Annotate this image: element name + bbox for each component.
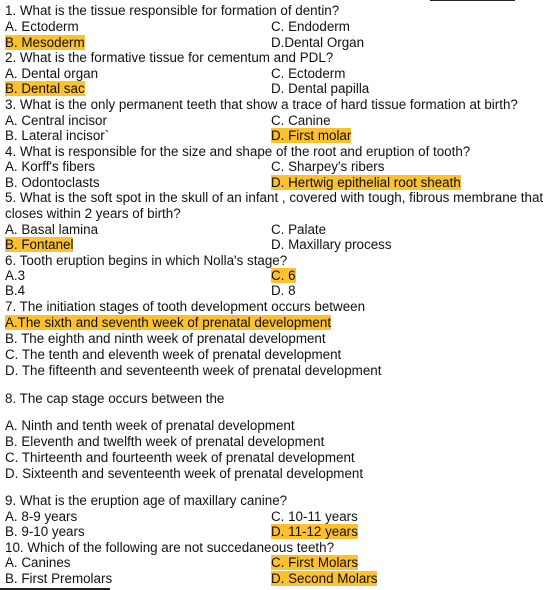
- q3-option-d-answer: D. First molar: [271, 128, 352, 143]
- q2-option-d: D. Dental papilla: [271, 81, 370, 96]
- q3-option-a: A. Central incisor: [5, 113, 107, 128]
- q4-option-c: C. Sharpey's ribers: [271, 159, 385, 174]
- q10-stem: 10. Which of the following are not succedaneous teeth?: [5, 540, 335, 555]
- q10-option-d-answer: D. Second Molars: [271, 571, 378, 586]
- q6-option-d: D. 8: [271, 283, 296, 298]
- q6-stem: 6. Tooth eruption begins in which Nolla's stage?: [5, 253, 288, 268]
- q3-stem: 3. What is the only permanent teeth that show a trace of hard tissue formation at birth?: [5, 97, 518, 112]
- q6-option-c-answer: C. 6: [271, 268, 296, 283]
- q1-option-b-answer: B. Mesoderm: [5, 35, 85, 50]
- q1-option-a: A. Ectoderm: [5, 19, 79, 34]
- q10-option-c-answer: C. First Molars: [271, 555, 359, 570]
- q2-option-a: A. Dental organ: [5, 66, 99, 81]
- q5-option-c: C. Palate: [271, 222, 327, 237]
- q4-option-a: A. Korff's fibers: [5, 159, 96, 174]
- q3-option-b: B. Lateral incisor`: [5, 128, 110, 143]
- q6-option-b: B.4: [5, 283, 26, 298]
- q2-option-b-answer: B. Dental sac: [5, 81, 85, 96]
- q4-option-b: B. Odontoclasts: [5, 175, 100, 190]
- q7-option-a-answer: A.The sixth and seventh week of prenatal development: [5, 315, 332, 330]
- q4-option-d-answer: D. Hertwig epithelial root sheath: [271, 175, 461, 190]
- q5-option-d: D. Maxillary process: [271, 237, 392, 252]
- q7-option-c: C. The tenth and eleventh week of prenatal development: [5, 347, 342, 362]
- q3-option-c: C. Canine: [271, 113, 331, 128]
- q1-option-c: C. Endoderm: [271, 19, 350, 34]
- q7-stem: 7. The initiation stages of tooth development occurs between: [5, 299, 366, 314]
- q5-stem-line2: closes within 2 years of birth?: [5, 206, 181, 221]
- q8-stem: 8. The cap stage occurs between the: [5, 391, 225, 406]
- q9-stem: 9. What is the eruption age of maxillary canine?: [5, 493, 288, 508]
- q6-option-a: A.3: [5, 268, 26, 283]
- q1-stem: 1. What is the tissue responsible for formation of dentin?: [5, 3, 340, 18]
- q9-option-a: A. 8-9 years: [5, 509, 78, 524]
- q8-option-c: C. Thirteenth and fourteenth week of prenatal development: [5, 450, 355, 465]
- q2-stem: 2. What is the formative tissue for cementum and PDL?: [5, 50, 334, 65]
- q9-option-d-answer: D. 11-12 years: [271, 524, 358, 539]
- q10-option-a: A. Canines: [5, 555, 71, 570]
- q5-option-a: A. Basal lamina: [5, 222, 99, 237]
- q9-option-c: C. 10-11 years: [271, 509, 358, 524]
- q7-option-b: B. The eighth and ninth week of prenatal development: [5, 331, 326, 346]
- q2-option-c: C. Ectoderm: [271, 66, 346, 81]
- q5-option-b-answer: B. Fontanel: [5, 237, 74, 252]
- q8-option-b: B. Eleventh and twelfth week of prenatal development: [5, 434, 325, 449]
- top-underline-rule: [430, 0, 515, 1]
- q5-stem-line1: 5. What is the soft spot in the skull of an infant , covered with tough, fibrous membrane that: [5, 190, 544, 205]
- q8-option-d: D. Sixteenth and seventeenth week of prenatal development: [5, 466, 364, 481]
- q4-stem: 4. What is responsible for the size and shape of the root and eruption of tooth?: [5, 144, 471, 159]
- q1-option-d: D.Dental Organ: [271, 35, 365, 50]
- q7-option-d: D. The fifteenth and seventeenth week of prenatal development: [5, 363, 382, 378]
- q9-option-b: B. 9-10 years: [5, 524, 85, 539]
- q8-option-a: A. Ninth and tenth week of prenatal development: [5, 418, 295, 433]
- q10-option-b: B. First Premolars: [5, 571, 113, 586]
